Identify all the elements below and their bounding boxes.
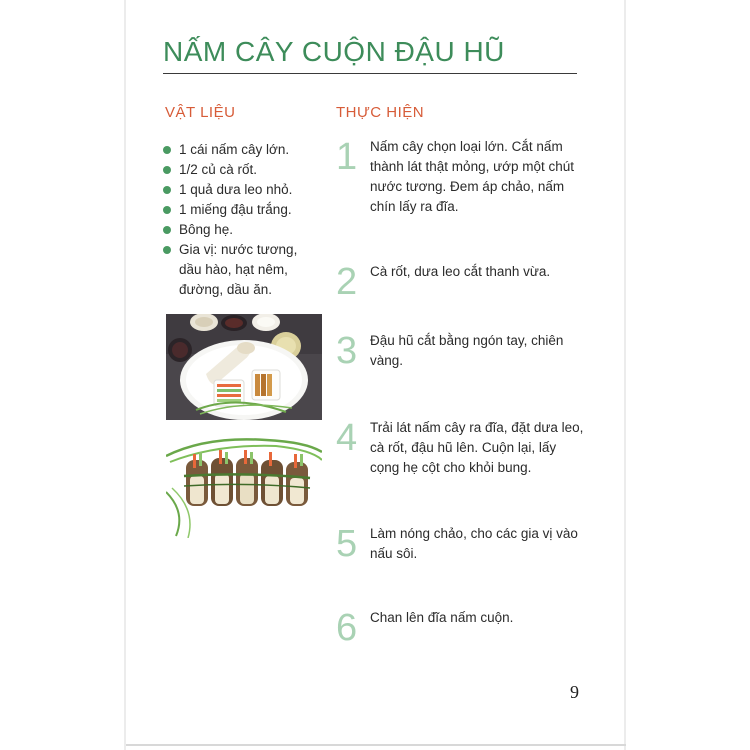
bullet-dot-icon [163,206,171,214]
step-text: Làm nóng chảo, cho các gia vị vào nấu sôi. [370,526,578,561]
rolls-illustration [166,432,322,538]
recipe-title: NẤM CÂY CUỘN ĐẬU HŨ [163,36,505,67]
page-edge-right [624,0,626,750]
step-text: Nấm cây chọn loại lớn. Cắt nấm thành lát thật mỏng, ướp một chút nước tương. Đem áp chảo, nấm chín lấy ra đĩa. [370,139,575,214]
step-number: 3 [336,330,358,372]
ingredient-text: Bông hẹ. [179,222,234,237]
step-number: 4 [336,417,358,459]
ingredient-item [162,220,322,240]
step-number: 6 [336,607,358,649]
ingredient-text: 1/2 củ cà rốt. [179,162,258,177]
ingredient-item [162,180,322,200]
title-divider [163,73,577,74]
ingredient-item [162,240,322,300]
ingredients-photo [166,314,322,420]
method-heading: THỰC HIỆN [336,104,425,121]
ingredients-illustration [166,314,322,420]
ingredient-item [162,140,322,160]
step-number: 5 [336,523,358,565]
ingredient-text: 1 quả dưa leo nhỏ. [179,182,293,197]
page-edge-left [124,0,126,750]
ingredient-text: 1 cái nấm cây lớn. [179,142,290,157]
page-number: 9 [570,682,579,702]
page-edge-bottom [126,744,626,746]
finished-rolls-photo [166,432,322,538]
bullet-dot-icon [163,166,171,174]
bullet-dot-icon [163,146,171,154]
step-text: Đậu hũ cắt bằng ngón tay, chiên vàng. [370,333,564,368]
materials-heading: VẬT LIỆU [165,104,236,121]
bullet-dot-icon [163,186,171,194]
ingredient-item [162,200,322,220]
step-text: Cà rốt, dưa leo cắt thanh vừa. [370,264,551,279]
step-number: 1 [336,136,358,178]
ingredient-list [162,140,322,300]
step-text: Chan lên đĩa nấm cuộn. [370,610,514,625]
ingredient-text: Gia vị: nước tương, dầu hào, hạt nêm, đường, dầu ăn. [179,242,298,297]
step-text: Trải lát nấm cây ra đĩa, đặt dưa leo, cà rốt, đậu hũ lên. Cuộn lại, lấy cọng hẹ cột cho khỏi bung. [370,420,584,475]
step-number: 2 [336,261,358,303]
bullet-dot-icon [163,246,171,254]
ingredient-text: 1 miếng đậu trắng. [179,202,292,217]
ingredient-item [162,160,322,180]
bullet-dot-icon [163,226,171,234]
